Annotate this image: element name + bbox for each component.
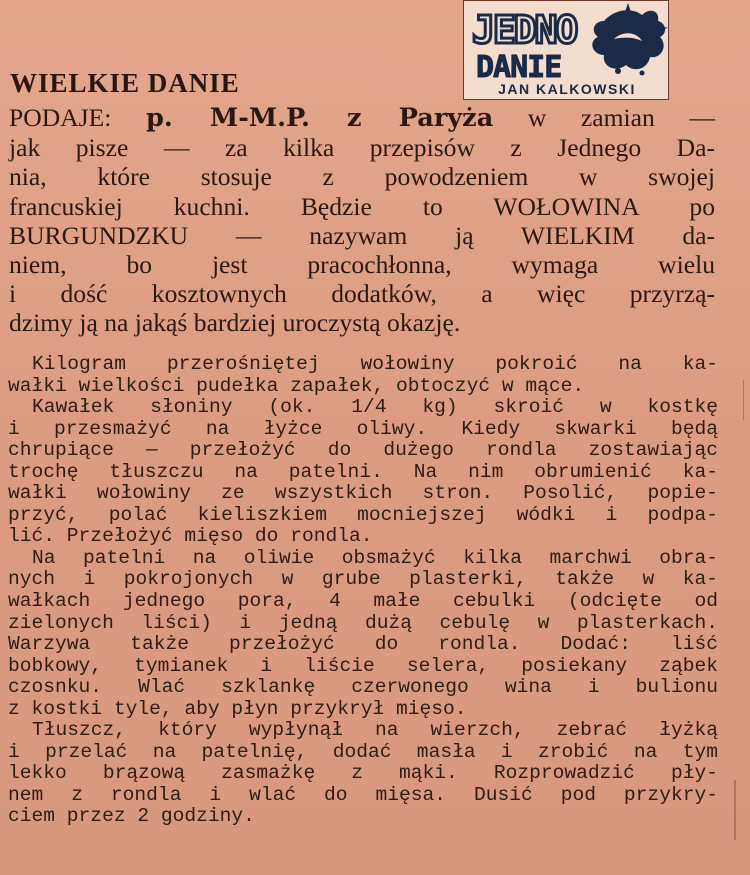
recipe-line: nem z rondla i wlać do mięsa. Dusić pod przykry- [8,783,718,806]
recipe-line: nych i pokrojonych w grube plasterki, także w ka- [8,568,718,591]
intro-line: niem, bo jest pracochłonna, wymaga wielu [9,250,715,280]
intro-line: BURGUNDZKU — nazywam ją WIELKIM da- [9,220,715,250]
intro-author: p. M-M.P. z Paryża [145,103,494,133]
rooster-emblem-icon [592,3,668,76]
recipe-line: Kawałek słoniny (ok. 1/4 kg) skroić w kostkę [32,396,718,419]
recipe-line: trochę tłuszczu na patelni. Na nim obrumienić ka- [8,460,718,483]
paper-scratch [743,380,744,420]
intro-line: nia, które stosuje z powodzeniem w swojej [9,162,715,192]
recipe-line: zielonych liści) i jedną dużą cebulę w plasterkach. [8,611,718,634]
intro-line: jak pisze — za kilka przepisów z Jednego Da- [9,133,715,163]
column-logo [463,0,669,100]
recipe-line: wałki wołowiny ze wszystkich stron. Posolić, popie- [8,482,718,505]
logo-headline-1: JEDNO [472,8,577,52]
recipe-line: i przelać na patelnię, dodać masła i zrobić na tym [8,740,718,763]
intro-line: dzimy ją na jakąś bardziej uroczystą okazję. [9,308,461,338]
recipe-line: wałki wielkości pudełka zapałek, obtoczyć w mące. [8,374,585,397]
recipe-line: czosnku. Wlać szklankę czerwonego wina i bulionu [8,676,718,699]
recipe-line: przyć, polać kieliszkiem mocniejszej wódki i podpa- [8,503,718,526]
recipe-line: Warzywa także przełożyć do rondla. Dodać: liść [8,633,718,656]
logo-author-caption: JAN KALKOWSKI [498,81,636,97]
recipe-line: Kilogram przerośniętej wołowiny pokroić na ka- [32,353,718,375]
article-intro [9,103,715,338]
recipe-line: Tłuszcz, który wypłynął na wierzch, zebrać łyżką [32,719,718,742]
logo-artwork [464,1,669,85]
recipe-line: bobkowy, tymianek i liście selera, posiekany ząbek [8,654,718,677]
recipe-line: chrupiące — przełożyć do dużego rondla zostawiając [8,439,718,462]
recipe-line: z kostki tyle, aby płyn przykrył mięso. [8,697,467,720]
paper-scratch [734,780,736,840]
intro-line: i dość kosztownych dodatków, a więc przyrzą- [9,279,715,309]
article-title: WIELKIE DANIE [10,68,240,98]
recipe-line: Na patelni na oliwie obsmażyć kilka marchwi obra- [32,546,718,569]
recipe-line: ciem przez 2 godziny. [8,805,255,828]
recipe-line: lić. Przełożyć mięso do rondla. [8,525,373,548]
intro-line: francuskiej kuchni. Będzie to WOŁOWINA po [9,191,715,221]
recipe-line: i przesmażyć na łyżce oliwy. Kiedy skwarki będą [8,417,718,440]
recipe-line: lekko brązową zasmażkę z mąki. Rozprowadzić pły- [8,762,718,785]
recipe-body [8,354,718,828]
recipe-line: wałkach jednego pora, 4 małe cebulki (odcięte od [8,590,718,613]
logo-headline-2: DANIE [476,50,562,85]
intro-line: PODAJE: p. M-M.P. z Paryża w zamian — [9,103,715,133]
